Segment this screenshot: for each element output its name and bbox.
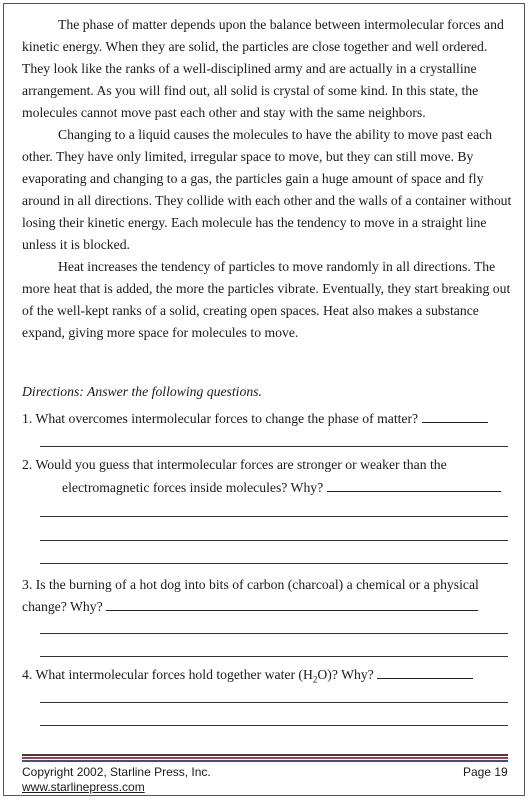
- footer-band-blue: [22, 760, 508, 762]
- question-3: [22, 574, 479, 596]
- question-3-line2: [22, 596, 478, 618]
- paragraph-3: Heat increases the tendency of particles to move randomly in all directions. The more heat that is added, the more the particles vibrate. Eventually, they start breaking out of the well-kept ranks of a solid, creating open spaces. Heat also makes a substance expand, giving more space for molecules to move.: [22, 259, 511, 340]
- question-1: [22, 408, 488, 430]
- question-3-text-line1: 3. Is the burning of a hot dog into bits of carbon (charcoal) a chemical or a physical: [22, 577, 479, 592]
- reading-passage: [22, 14, 514, 344]
- question-4-text-post: O)? Why?: [317, 667, 374, 682]
- question-2: [22, 454, 447, 476]
- question-4-text-pre: 4. What intermolecular forces hold together water (H: [22, 667, 313, 682]
- footer-copyright: Copyright 2002, Starline Press, Inc.: [22, 765, 211, 779]
- question-2-line2: [62, 477, 501, 499]
- question-4-text: [22, 667, 374, 685]
- footer-band-dark: [22, 754, 508, 756]
- question-3-text-line2: change? Why?: [22, 599, 103, 614]
- question-2-text-line2: electromagnetic forces inside molecules? Why?: [62, 480, 324, 495]
- footer-website-link[interactable]: www.starlinepress.com: [22, 780, 145, 794]
- question-3-short-blank[interactable]: [106, 596, 478, 611]
- question-1-short-blank[interactable]: [422, 408, 488, 423]
- question-4-short-blank[interactable]: [377, 664, 473, 679]
- page-number: Page 19: [463, 765, 508, 779]
- question-2-text-line1: 2. Would you guess that intermolecular forces are stronger or weaker than the: [22, 457, 447, 472]
- footer-band-red: [22, 757, 508, 759]
- answer-line-2b[interactable]: [40, 540, 508, 541]
- answer-line-4b[interactable]: [40, 725, 508, 726]
- answer-line-4a[interactable]: [40, 702, 508, 703]
- directions-heading: Directions: Answer the following questions.: [22, 384, 262, 399]
- answer-line-1a[interactable]: [40, 446, 508, 447]
- answer-line-3b[interactable]: [40, 656, 508, 657]
- question-4: [22, 664, 473, 691]
- paragraph-2: Changing to a liquid causes the molecules to have the ability to move past each other. They have only limited, irregular space to move, but they can still move. By evaporating and changing to a gas, the particles gain a huge amount of space and fly around in all directions. They collide with each other and the walls of a container without losing their kinetic energy. Each molecule has the tendency to move in a straight line unless it is blocked.: [22, 127, 512, 252]
- paragraph-1: The phase of matter depends upon the balance between intermolecular forces and kinetic energy. When they are solid, the particles are close together and well ordered. They look like the ranks of a well-disciplined army and are actually in a crystalline arrangement. As you will find out, all solid is crystal of some kind. In this state, the molecules cannot move past each other and stay with the same neighbors.: [22, 17, 504, 120]
- question-1-text: 1. What overcomes intermolecular forces to change the phase of matter?: [22, 411, 419, 426]
- answer-line-2a[interactable]: [40, 516, 508, 517]
- question-2-short-blank[interactable]: [327, 477, 501, 492]
- answer-line-2c[interactable]: [40, 563, 508, 564]
- question-4-subscript: 2: [312, 674, 318, 685]
- answer-line-3a[interactable]: [40, 633, 508, 634]
